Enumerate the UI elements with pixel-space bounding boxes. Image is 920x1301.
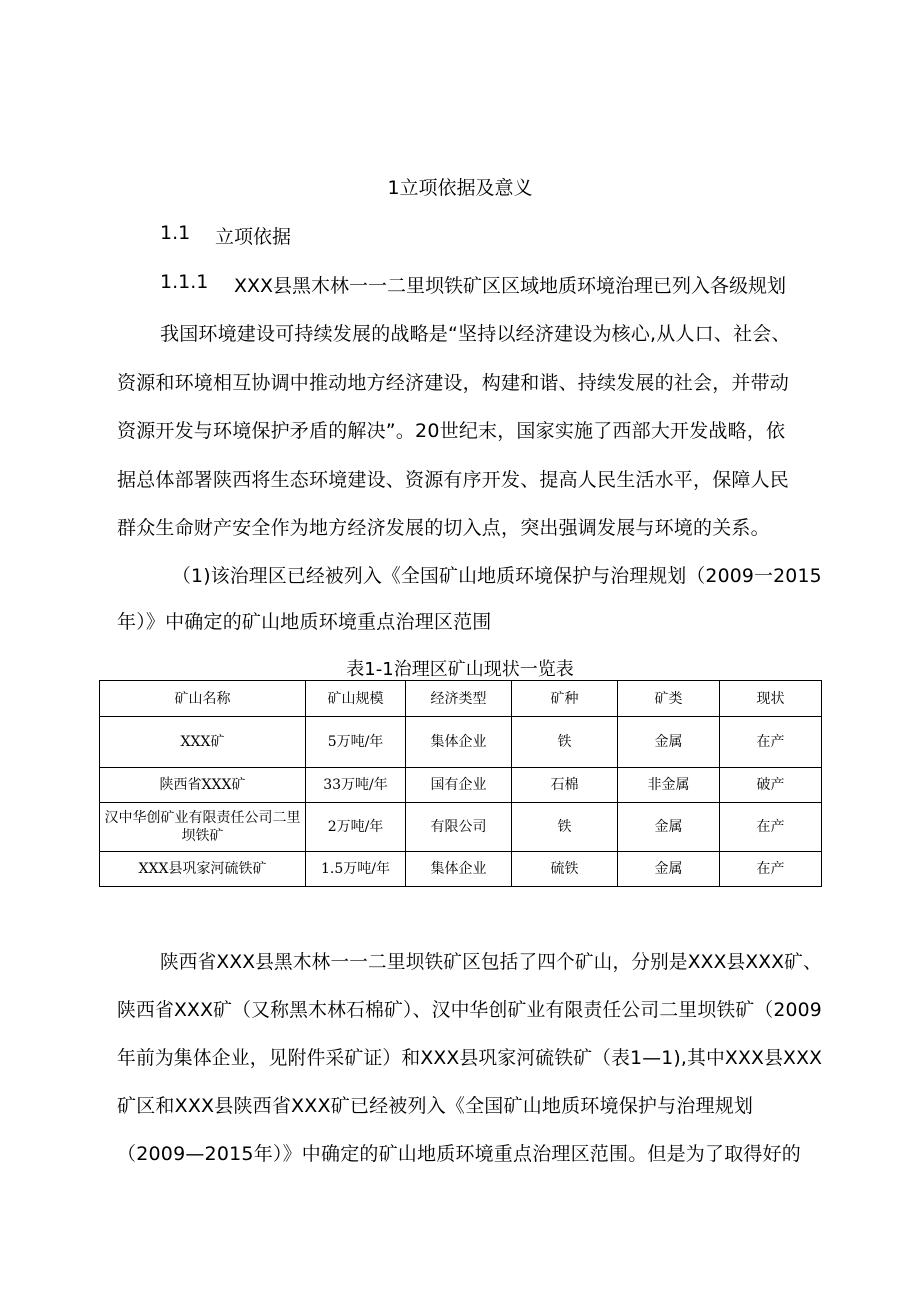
table-cell: 5万吨/年 — [306, 717, 406, 768]
table-header-cell: 矿山名称 — [100, 681, 306, 717]
mine-status-table — [99, 680, 822, 887]
table-cell: XXX县巩家河硫铁矿 — [100, 852, 306, 887]
paragraph-line: 矿区和XXX县陕西省XXX矿已经被列入《全国矿山地质环境保护与治理规划 — [117, 1095, 754, 1117]
section-number: 1.1 — [160, 222, 191, 244]
table-cell: 陕西省XXX矿 — [100, 768, 306, 803]
subsection-number: 1.1.1 — [160, 271, 209, 293]
table-cell: 金属 — [618, 803, 720, 852]
section-title: 立项依据 — [215, 226, 292, 248]
table-cell: 金属 — [618, 852, 720, 887]
paragraph-line: 陕西省XXX矿（又称黑木林石棉矿）、汉中华创矿业有限责任公司二里坝铁矿（2009 — [117, 999, 822, 1021]
table-cell: 石棉 — [512, 768, 618, 803]
paragraph-line: 陕西省XXX县黑木林一一二里坝铁矿区包括了四个矿山，分别是XXX县XXX矿、 — [160, 951, 822, 973]
paragraph-line: 资源开发与环境保护矛盾的解决”。20世纪末，国家实施了西部大开发战略，依 — [117, 420, 786, 442]
table-cell: 有限公司 — [406, 803, 512, 852]
table-cell: 汉中华创矿业有限责任公司二里坝铁矿 — [100, 803, 306, 852]
paragraph-line: 据总体部署陕西将生态环境建设、资源有序开发、提高人民生活水平，保障人民 — [117, 469, 790, 491]
subsection-title: XXX县黑木林一一二里坝铁矿区区域地质环境治理已列入各级规划 — [234, 275, 787, 297]
table-row — [100, 768, 822, 803]
page-title: 1立项依据及意义 — [387, 177, 533, 199]
paragraph-line: 我国环境建设可持续发展的战略是“坚持以经济建设为核心,从人口、社会、 — [160, 323, 791, 345]
table-header-cell: 现状 — [720, 681, 822, 717]
paragraph-line: 年）》中确定的矿山地质环境重点治理区范围 — [117, 611, 492, 633]
table-cell: 硫铁 — [512, 852, 618, 887]
table-row — [100, 852, 822, 887]
table-cell: 铁 — [512, 717, 618, 768]
paragraph-line: （1)该治理区已经被列入《全国矿山地质环境保护与治理规划（2009一2015 — [172, 565, 822, 587]
table-cell: 在产 — [720, 803, 822, 852]
table-header-row — [100, 681, 822, 717]
table-cell: 在产 — [720, 717, 822, 768]
table-cell: 在产 — [720, 852, 822, 887]
table-row — [100, 717, 822, 768]
table-cell: 破产 — [720, 768, 822, 803]
table-cell: 非金属 — [618, 768, 720, 803]
table-cell: 金属 — [618, 717, 720, 768]
table-cell: 铁 — [512, 803, 618, 852]
table-cell: 集体企业 — [406, 852, 512, 887]
table-cell: 1.5万吨/年 — [306, 852, 406, 887]
table-cell: 2万吨/年 — [306, 803, 406, 852]
table-header-cell: 矿山规模 — [306, 681, 406, 717]
table-cell: 国有企业 — [406, 768, 512, 803]
table-cell: XXX矿 — [100, 717, 306, 768]
paragraph-line: 资源和环境相互协调中推动地方经济建设，构建和谐、持续发展的社会，并带动 — [117, 372, 790, 394]
paragraph-line: （2009—2015年）》中确定的矿山地质环境重点治理区范围。但是为了取得好的 — [117, 1143, 802, 1165]
table-row — [100, 803, 822, 852]
paragraph-line: 年前为集体企业，见附件采矿证）和XXX县巩家河硫铁矿（表1—1),其中XXX县XXX — [117, 1047, 823, 1069]
table-header-cell: 矿种 — [512, 681, 618, 717]
table-caption: 表1-1治理区矿山现状一览表 — [346, 659, 574, 680]
paragraph-line: 群众生命财产安全作为地方经济发展的切入点，突出强调发展与环境的关系。 — [117, 517, 770, 539]
table-header-cell: 矿类 — [618, 681, 720, 717]
table-cell: 33万吨/年 — [306, 768, 406, 803]
table-cell: 集体企业 — [406, 717, 512, 768]
table-header-cell: 经济类型 — [406, 681, 512, 717]
